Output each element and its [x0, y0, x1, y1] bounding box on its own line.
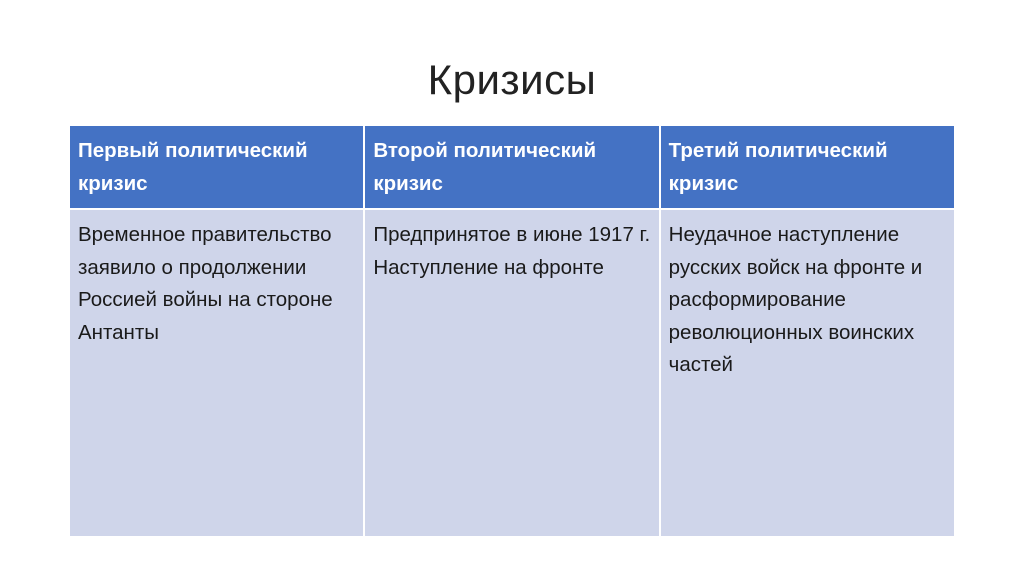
- table-header-row: [69, 125, 955, 209]
- crises-table: [68, 124, 956, 538]
- header-third-crisis: Третий политический кризис: [660, 125, 955, 209]
- cell-first-crisis: Временное правительство заявило о продолжении Россией войны на стороне Антанты: [69, 209, 364, 537]
- header-first-crisis: Первый политический кризис: [69, 125, 364, 209]
- header-second-crisis: Второй политический кризис: [364, 125, 659, 209]
- table-row: [69, 209, 955, 537]
- cell-third-crisis: Неудачное наступление русских войск на фронте и расформирование революционных воинских частей: [660, 209, 955, 537]
- cell-second-crisis: Предпринятое в июне 1917 г. Наступление на фронте: [364, 209, 659, 537]
- slide-title: Кризисы: [427, 56, 597, 103]
